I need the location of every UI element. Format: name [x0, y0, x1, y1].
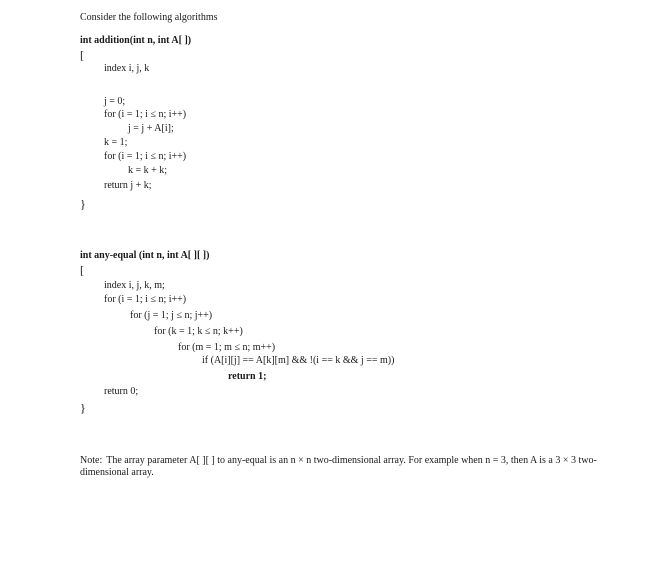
alg1-line-5: k = 1;: [104, 137, 128, 148]
alg1-line-7: k = k + k;: [128, 165, 168, 176]
alg1-line-3: for (i = 1; i ≤ n; i++): [104, 109, 187, 120]
alg2-line-5: for (m = 1; m ≤ n; m++): [178, 342, 276, 353]
alg2-close-brace: }: [80, 401, 86, 415]
alg2-line-6: if (A[i][j] == A[k][m] && !(i == k && j == m)): [202, 355, 395, 366]
alg1-line-8: return j + k;: [104, 180, 152, 191]
alg1-signature: int addition(int n, int A[ ]): [80, 35, 192, 46]
alg2-open-brace: [: [80, 263, 84, 277]
note-text: The array parameter A[ ][ ] to any-equal is an n × n two-dimensional array. For example when n = 3, then A is a 3 × 3 two-dimensional array.: [80, 455, 597, 478]
alg2-line-7: return 1;: [228, 371, 267, 382]
alg1-line-2: j = 0;: [104, 96, 126, 107]
alg2-line-8: return 0;: [104, 386, 139, 397]
alg2-line-1: index i, j, k, m;: [104, 280, 165, 291]
alg1-open-brace: [: [80, 48, 84, 62]
alg2-line-4: for (k = 1; k ≤ n; k++): [154, 326, 243, 337]
alg1-line-6: for (i = 1; i ≤ n; i++): [104, 151, 187, 162]
alg1-line-1: index i, j, k: [104, 63, 150, 74]
alg2-signature: int any-equal (int n, int A[ ][ ]): [80, 250, 210, 261]
note-label: Note:: [80, 455, 103, 466]
alg1-close-brace: }: [80, 197, 86, 211]
intro-text: Consider the following algorithms: [80, 12, 218, 23]
alg2-line-2: for (i = 1; i ≤ n; i++): [104, 294, 187, 305]
note-paragraph: [80, 455, 600, 479]
alg2-line-3: for (j = 1; j ≤ n; j++): [130, 310, 213, 321]
alg1-line-4: j = j + A[i];: [128, 123, 174, 134]
